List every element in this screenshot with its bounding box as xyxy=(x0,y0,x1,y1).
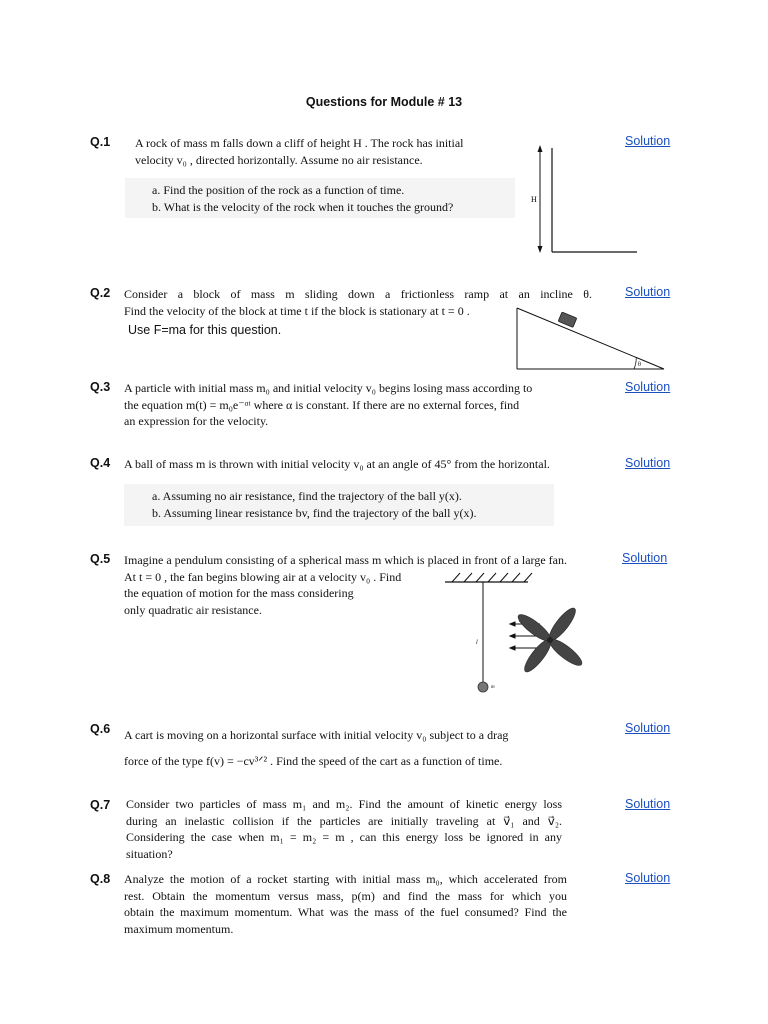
ramp-angle-label: θ xyxy=(638,362,641,368)
q4-part-a: a. Assuming no air resistance, find the trajectory of the ball y(x). xyxy=(152,489,462,503)
q3-line: A particle with initial mass m₀ and initial velocity v₀ begins losing mass according to xyxy=(124,381,533,395)
q1-number: Q.1 xyxy=(90,135,111,149)
q7-text xyxy=(126,796,562,862)
q1-part-b: b. What is the velocity of the rock when it touches the ground? xyxy=(152,199,454,214)
q8-line: maximum momentum. xyxy=(124,921,234,936)
q3-solution-link[interactable]: Solution xyxy=(625,380,671,394)
fan-icon xyxy=(515,605,585,675)
q7-number: Q.7 xyxy=(90,798,111,812)
q2-note: Use F=ma for this question. xyxy=(128,323,282,337)
q8-line: rest. Obtain the momentum versus mass, p(m) and find the mass for which you xyxy=(124,888,567,903)
q1-part-a: a. Find the position of the rock as a function of time. xyxy=(152,183,405,197)
q4-text xyxy=(124,456,550,473)
q3-line: the equation m(t) = m₀e⁻ᵅᵗ where α is constant. If there are no external forces, find xyxy=(124,397,520,412)
q3-line: an expression for the velocity. xyxy=(124,414,269,428)
q3-text xyxy=(124,380,532,430)
q4-solution-link[interactable]: Solution xyxy=(625,456,671,470)
q1-parts xyxy=(152,182,453,215)
q1-solution-link[interactable]: Solution xyxy=(625,134,671,148)
q8-number: Q.8 xyxy=(90,872,111,886)
q7-solution-link[interactable]: Solution xyxy=(625,797,671,811)
pendulum-length-label: l xyxy=(476,640,478,646)
q8-line: Analyze the motion of a rocket starting with initial mass m₀, which accelerated from xyxy=(124,872,567,886)
q4-part-b: b. Assuming linear resistance bv, find the trajectory of the ball y(x). xyxy=(152,505,477,520)
q7-line: Consider two particles of mass m₁ and m₂. Find the amount of kinetic energy loss xyxy=(126,797,562,811)
q6-line: force of the type f(v) = −cv³ᐟ² . Find the speed of the cart as a function of time. xyxy=(124,754,503,768)
q6-text xyxy=(124,722,508,774)
q5-number: Q.5 xyxy=(90,552,111,566)
cliff-diagram xyxy=(525,145,640,257)
q1-line: A rock of mass m falls down a cliff of height H . The rock has initial xyxy=(135,136,464,150)
ramp-diagram xyxy=(512,300,672,372)
q4-number: Q.4 xyxy=(90,456,111,470)
q1-text xyxy=(135,135,464,168)
page-title: Questions for Module # 13 xyxy=(305,95,463,109)
q8-line: obtain the maximum momentum. What was the mass of the fuel consumed? Find the xyxy=(124,905,567,919)
q6-line: A cart is moving on a horizontal surface with initial velocity v₀ subject to a drag xyxy=(124,728,509,742)
q5-solution-link[interactable]: Solution xyxy=(622,551,668,565)
pendulum-fan-diagram xyxy=(440,572,580,700)
q7-line: during an inelastic collision if the particles are initially traveling at v⃗₁ and v⃗₂. xyxy=(126,813,562,828)
q2-number: Q.2 xyxy=(90,286,111,300)
q4-parts xyxy=(152,488,476,521)
q3-number: Q.3 xyxy=(90,380,111,394)
q2-line: Consider a block of mass m sliding down a frictionless ramp at an incline θ. xyxy=(124,287,592,301)
q8-solution-link[interactable]: Solution xyxy=(625,871,671,885)
pendulum-mass-label: m xyxy=(491,685,495,690)
q2-line: Find the velocity of the block at time t if the block is stationary at t = 0 . xyxy=(124,303,470,318)
q7-line: situation? xyxy=(126,846,173,861)
q6-number: Q.6 xyxy=(90,722,111,736)
cliff-height-label: H xyxy=(531,195,537,204)
q1-line: velocity v₀ , directed horizontally. Assume no air resistance. xyxy=(135,152,423,167)
q7-line: Considering the case when m₁ = m₂ = m , can this energy loss be ignored in any xyxy=(126,830,562,844)
q5-line: Imagine a pendulum consisting of a spherical mass m which is placed in front of a large fan. xyxy=(124,553,567,567)
q8-text xyxy=(124,871,567,937)
q2-solution-link[interactable]: Solution xyxy=(625,285,671,299)
q5-line: the equation of motion for the mass considering xyxy=(124,586,354,600)
q6-solution-link[interactable]: Solution xyxy=(625,721,671,735)
q5-line: only quadratic air resistance. xyxy=(124,602,262,617)
q5-line: At t = 0 , the fan begins blowing air at a velocity v₀ . Find xyxy=(124,569,402,584)
q4-line: A ball of mass m is thrown with initial velocity v₀ at an angle of 45° from the horizontal. xyxy=(124,457,550,471)
